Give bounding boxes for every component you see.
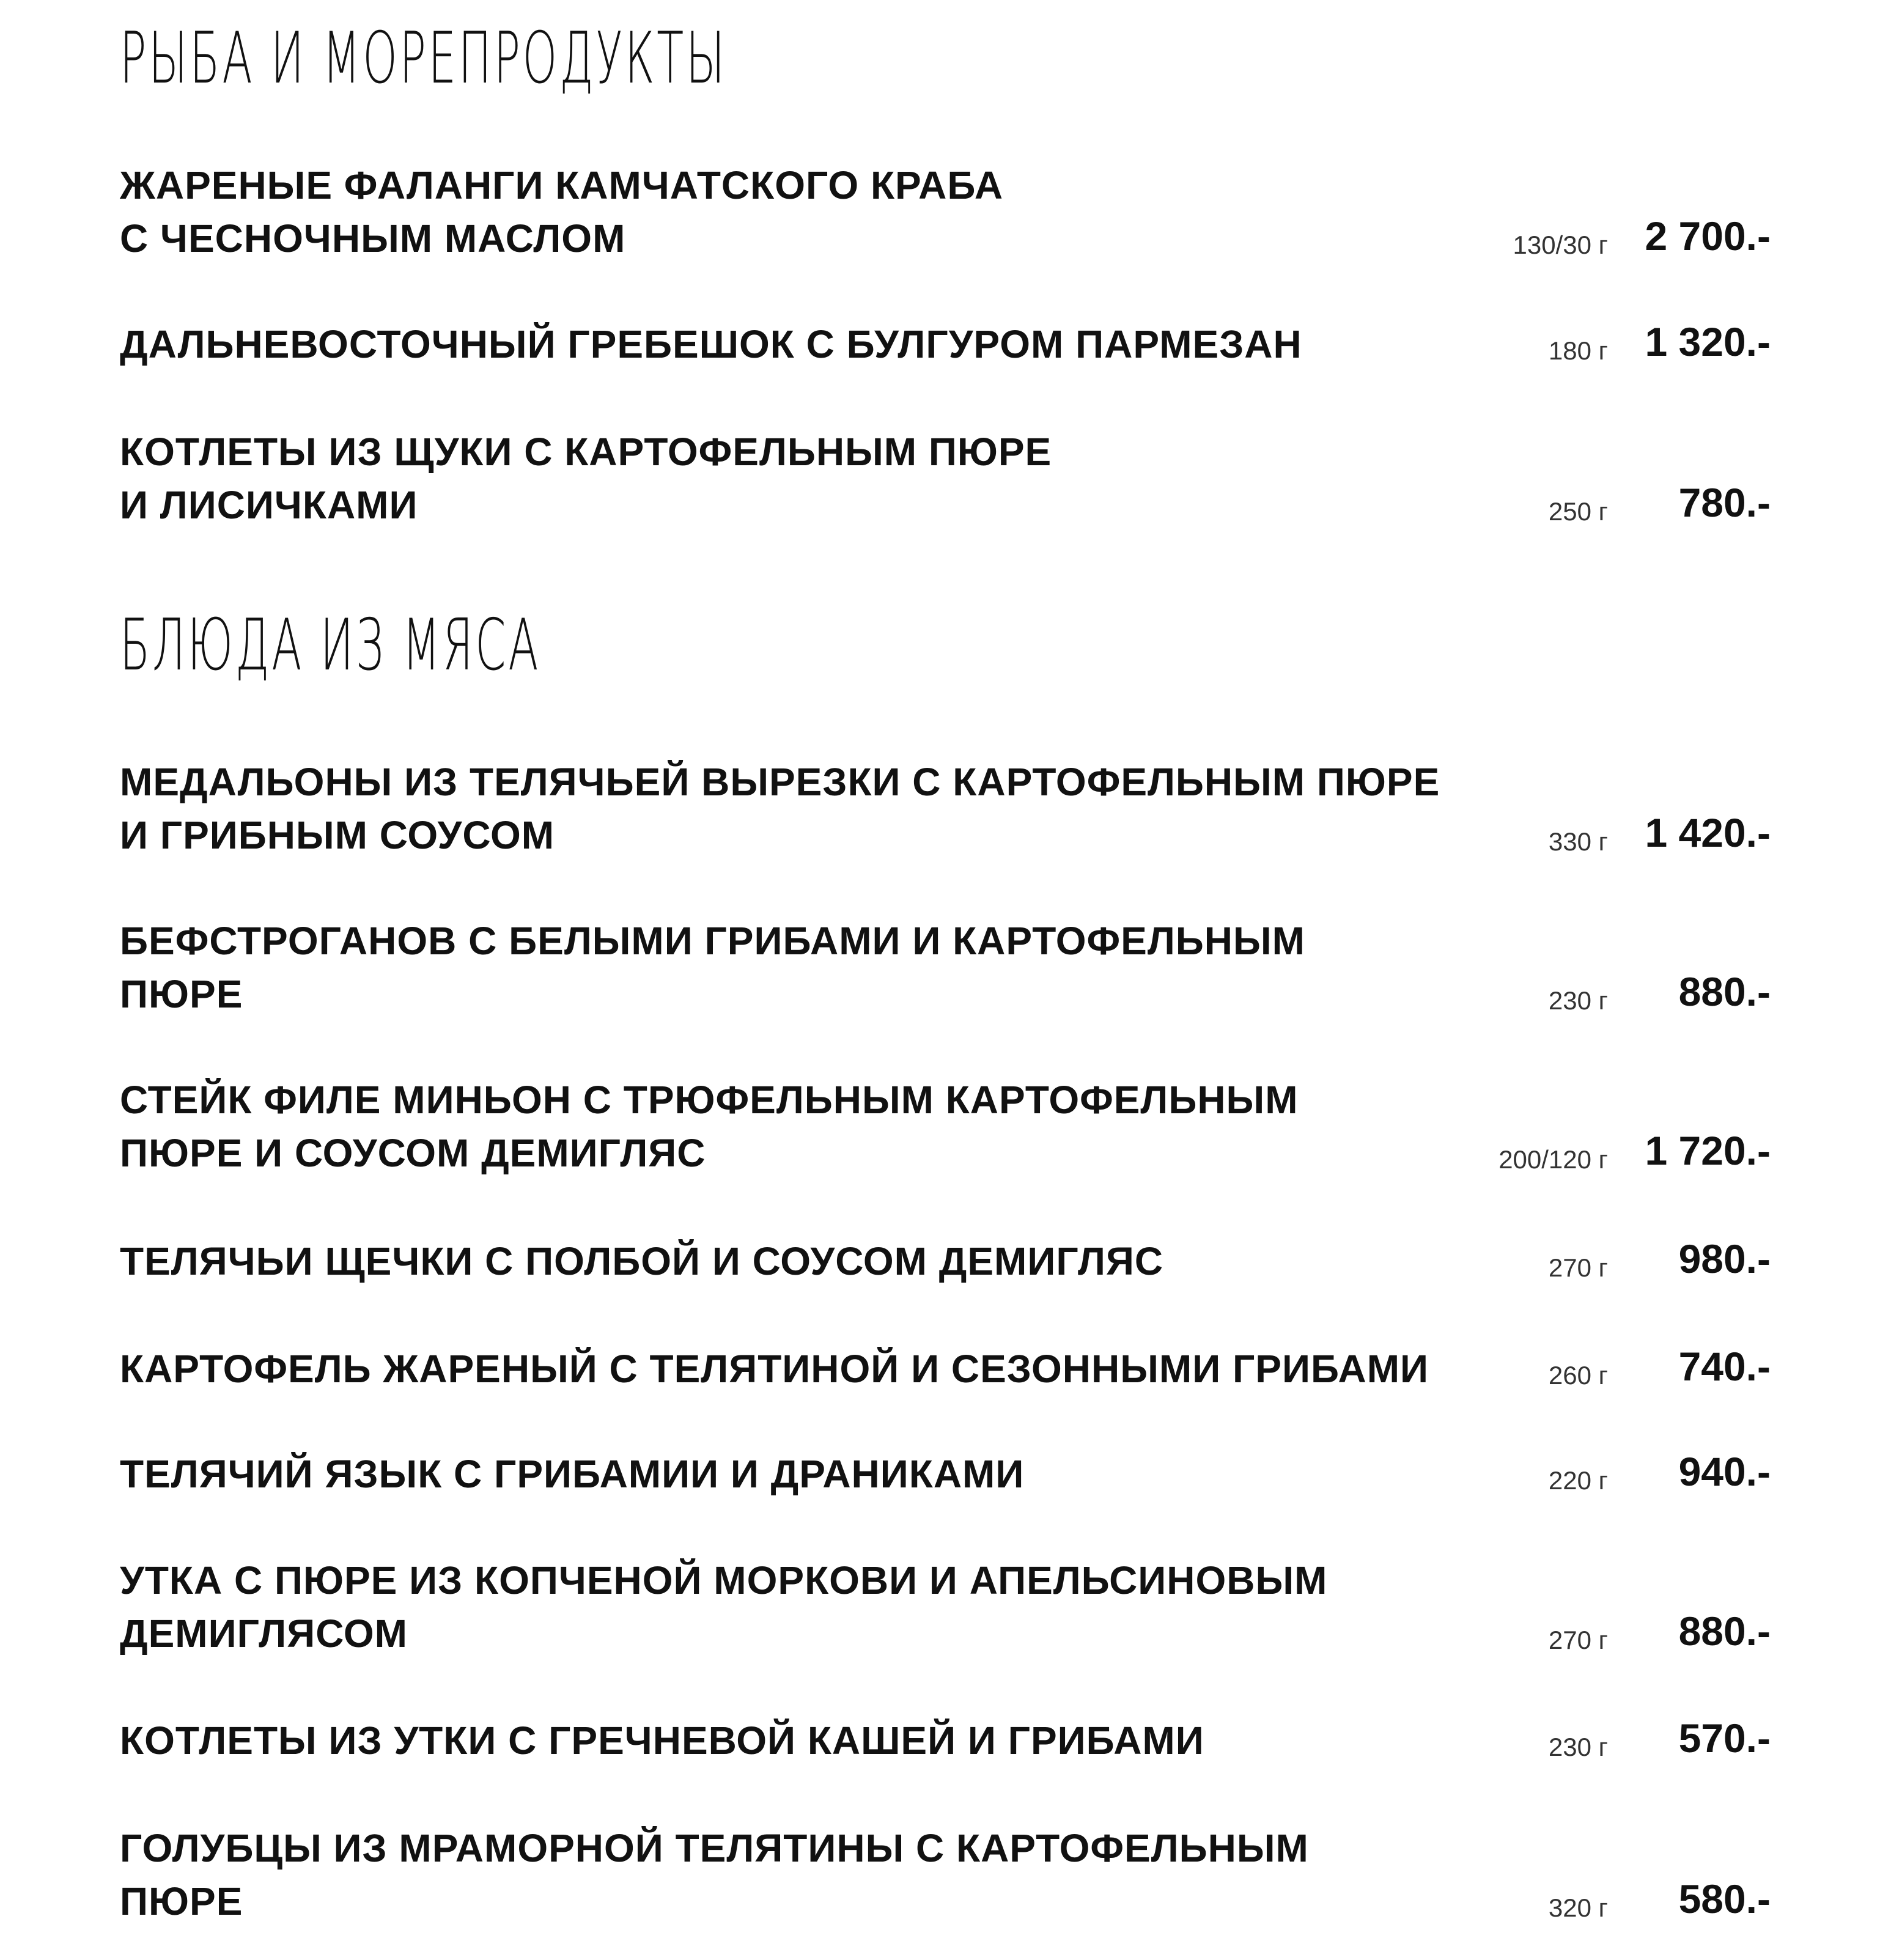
- menu-item-crab: [120, 153, 1771, 265]
- menu-item-duck: [120, 1548, 1771, 1660]
- dish-price: 570.-: [1678, 1715, 1771, 1761]
- dish-price: 1 420.-: [1645, 810, 1771, 855]
- dish-price: 740.-: [1678, 1344, 1771, 1389]
- dish-name: КОТЛЕТЫ ИЗ УТКИ С ГРЕЧНЕВОЙ КАШЕЙ И ГРИБАМИ: [120, 1719, 1204, 1763]
- dish-price: 880.-: [1678, 1608, 1771, 1654]
- dish-name: УТКА С ПЮРЕ ИЗ КОПЧЕНОЙ МОРКОВИ И АПЕЛЬСИНОВЫМ ДЕМИГЛЯСОМ: [120, 1558, 1328, 1656]
- dish-name: КАРТОФЕЛЬ ЖАРЕНЫЙ С ТЕЛЯТИНОЙ И СЕЗОННЫМИ ГРИБАМИ: [120, 1347, 1429, 1391]
- dish-name: МЕДАЛЬОНЫ ИЗ ТЕЛЯЧЬЕЙ ВЫРЕЗКИ С КАРТОФЕЛЬНЫМ ПЮРЕ И ГРИБНЫМ СОУСОМ: [120, 760, 1440, 857]
- dish-name: ЖАРЕНЫЕ ФАЛАНГИ КАМЧАТСКОГО КРАБА С ЧЕСНОЧНЫМ МАСЛОМ: [120, 163, 1004, 260]
- menu-item-veal-tongue: [120, 1442, 1771, 1501]
- dish-price: 2 700.-: [1645, 213, 1771, 259]
- dish-price: 980.-: [1678, 1236, 1771, 1281]
- dish-name: ГОЛУБЦЫ ИЗ МРАМОРНОЙ ТЕЛЯТИНЫ С КАРТОФЕЛЬНЫМ ПЮРЕ: [120, 1826, 1309, 1923]
- menu-item-scallop: [120, 312, 1771, 371]
- section-title-meat: БЛЮДА ИЗ МЯСА: [120, 604, 541, 687]
- dish-name: ДАЛЬНЕВОСТОЧНЫЙ ГРЕБЕШОК С БУЛГУРОМ ПАРМЕЗАН: [120, 322, 1302, 366]
- menu-item-cabbage-rolls: [120, 1816, 1771, 1928]
- dish-name: ТЕЛЯЧЬИ ЩЕЧКИ С ПОЛБОЙ И СОУСОМ ДЕМИГЛЯС: [120, 1239, 1164, 1283]
- dish-weight: 270 г: [1548, 1626, 1608, 1654]
- dish-price: 1 320.-: [1645, 319, 1771, 364]
- section-title-fish: РЫБА И МОРЕПРОДУКТЫ: [120, 17, 728, 100]
- dish-weight: 260 г: [1548, 1361, 1608, 1390]
- menu-item-veal-medallions: [120, 750, 1771, 862]
- menu-item-veal-cheeks: [120, 1229, 1771, 1288]
- dish-weight: 320 г: [1548, 1893, 1608, 1922]
- dish-weight: 330 г: [1548, 827, 1608, 856]
- dish-weight: 130/30 г: [1513, 230, 1608, 259]
- dish-weight: 230 г: [1548, 1733, 1608, 1761]
- dish-weight: 180 г: [1548, 336, 1608, 365]
- dish-price: 1 720.-: [1645, 1128, 1771, 1173]
- dish-weight: 230 г: [1548, 986, 1608, 1015]
- dish-name: БЕФСТРОГАНОВ С БЕЛЫМИ ГРИБАМИ И КАРТОФЕЛЬНЫМ ПЮРЕ: [120, 919, 1305, 1016]
- dish-weight: 250 г: [1548, 497, 1608, 526]
- menu-item-beef-stroganoff: [120, 908, 1771, 1021]
- menu-item-duck-cutlets: [120, 1708, 1771, 1767]
- dish-price: 940.-: [1678, 1449, 1771, 1494]
- dish-weight: 200/120 г: [1498, 1145, 1608, 1174]
- dish-price: 880.-: [1678, 969, 1771, 1014]
- dish-weight: 220 г: [1548, 1466, 1608, 1495]
- dish-weight: 270 г: [1548, 1253, 1608, 1282]
- dish-name: КОТЛЕТЫ ИЗ ЩУКИ С КАРТОФЕЛЬНЫМ ПЮРЕ И ЛИСИЧКАМИ: [120, 430, 1052, 527]
- menu-item-pike-cutlets: [120, 419, 1771, 532]
- dish-price: 580.-: [1678, 1876, 1771, 1921]
- dish-price: 780.-: [1678, 480, 1771, 525]
- dish-name: ТЕЛЯЧИЙ ЯЗЫК С ГРИБАМИИ И ДРАНИКАМИ: [120, 1452, 1025, 1496]
- menu-item-filet-mignon: [120, 1067, 1771, 1180]
- menu-item-fried-potatoes: [120, 1336, 1771, 1396]
- dish-name: СТЕЙК ФИЛЕ МИНЬОН С ТРЮФЕЛЬНЫМ КАРТОФЕЛЬНЫМ ПЮРЕ И СОУСОМ ДЕМИГЛЯС: [120, 1078, 1299, 1175]
